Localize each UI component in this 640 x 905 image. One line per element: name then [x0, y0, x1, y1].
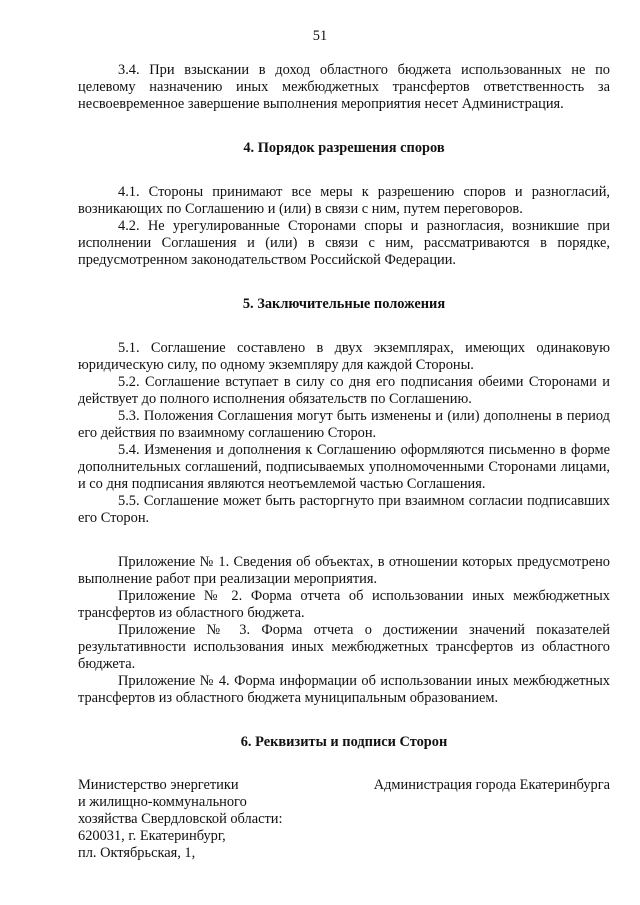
clause-5-5: 5.5. Соглашение может быть расторгнуто при взаимном согласии подписавших его Сторон. [78, 493, 610, 526]
appendix-4: Приложение № 4. Форма информации об использовании иных межбюджетных трансфертов из областного бюджета муниципальным образованием. [78, 673, 610, 706]
party-ministry-line: и жилищно-коммунального [78, 794, 247, 810]
clause-5-2: 5.2. Соглашение вступает в силу со дня его подписания обеими Сторонами и действует до полного исполнения обязательств по Соглашению. [78, 374, 610, 407]
section-4-title: 4. Порядок разрешения споров [243, 140, 445, 156]
clause-4-2: 4.2. Не урегулированные Сторонами споры и разногласия, возникшие при исполнении Соглашения и (или) в связи с ним, рассматриваются в порядке, предусмотренном законодательством Российской Федерации. [78, 218, 610, 268]
party-ministry-line: Министерство энергетики [78, 777, 239, 793]
appendix-2: Приложение № 2. Форма отчета об использовании иных межбюджетных трансфертов из областного бюджета. [78, 588, 610, 621]
clause-5-3: 5.3. Положения Соглашения могут быть изменены и (или) дополнены в период его действия по взаимному соглашению Сторон. [78, 408, 610, 441]
party-administration [374, 777, 610, 862]
page-number: 51 [312, 28, 328, 44]
clause-4-1: 4.1. Стороны принимают все меры к разрешению споров и разногласий, возникающих по Соглашению и (или) в связи с ним, путем переговоров. [78, 184, 610, 217]
section-6-title: 6. Реквизиты и подписи Сторон [240, 734, 448, 750]
clause-5-1: 5.1. Соглашение составлено в двух экземплярах, имеющих одинаковую юридическую силу, по одному экземпляру для каждой Стороны. [78, 340, 610, 373]
signature-block [78, 777, 610, 862]
appendix-1: Приложение № 1. Сведения об объектах, в отношении которых предусмотрено выполнение работ при реализации мероприятия. [78, 554, 610, 587]
appendix-3: Приложение № 3. Форма отчета о достижении значений показателей результативности использования иных межбюджетных трансфертов из областного бюджета. [78, 622, 610, 672]
document-body [78, 62, 610, 862]
section-5-title: 5. Заключительные положения [242, 296, 446, 312]
party-ministry-line: 620031, г. Екатеринбург, [78, 828, 226, 844]
party-ministry [78, 777, 282, 862]
party-ministry-line: хозяйства Свердловской области: [78, 811, 283, 827]
party-administration-line: Администрация города Екатеринбурга [373, 777, 610, 793]
clause-5-4: 5.4. Изменения и дополнения к Соглашению оформляются письменно в форме дополнительных соглашений, подписываемых уполномоченными Сторонами лицами, и со дня подписания являются неотъемлемой частью Соглашения. [78, 442, 610, 492]
clause-3-4: 3.4. При взыскании в доход областного бюджета использованных не по целевому назначению иных межбюджетных трансфертов ответственность за несвоевременное завершение выполнения мероприятия несет Администрация. [78, 62, 610, 112]
party-ministry-line: пл. Октябрьская, 1, [78, 845, 196, 861]
